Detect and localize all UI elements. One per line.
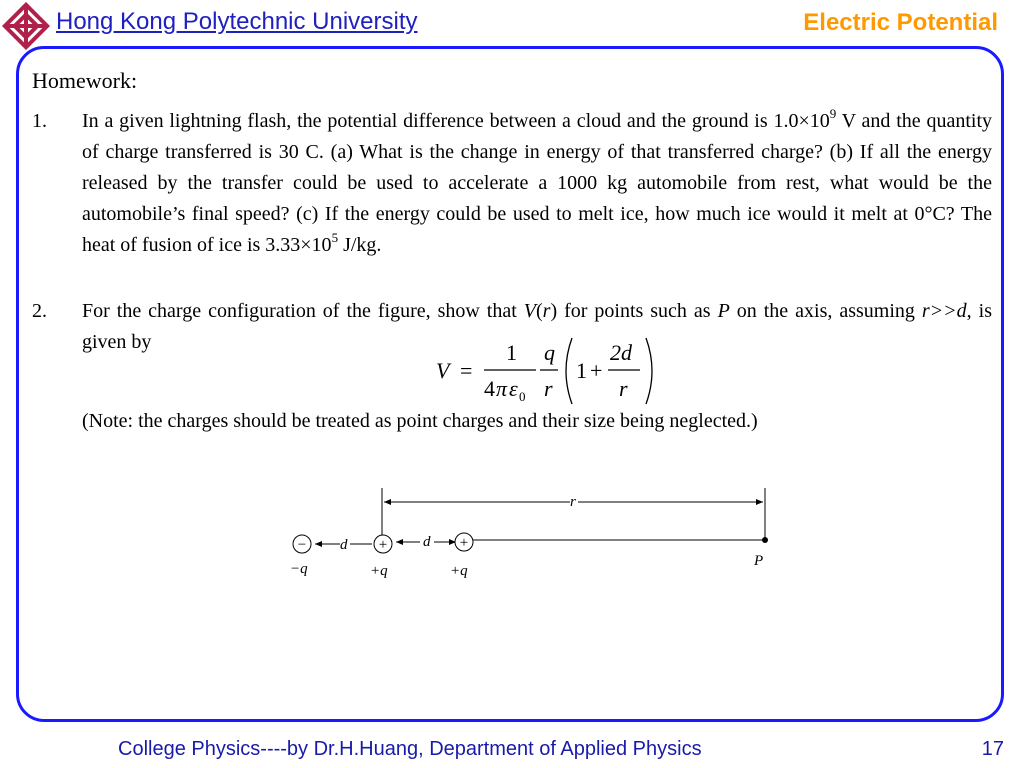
formula-sub0: 0 (519, 389, 526, 404)
formula-inner-one: 1 (576, 358, 587, 383)
text-run: ( (535, 300, 543, 322)
right-paren (646, 338, 652, 404)
formula-epsilon: ε (509, 376, 518, 401)
formula-V: V (436, 358, 450, 383)
problem-text (82, 106, 992, 261)
exponent: 5 (331, 230, 339, 245)
formula-plus: + (590, 358, 603, 383)
left-paren (566, 338, 572, 404)
homework-title: Homework: (32, 68, 138, 93)
point-P (762, 537, 768, 543)
problem-1 (32, 106, 992, 261)
text-run: For the charge configuration of the figure, show that (82, 300, 524, 322)
exponent: 9 (829, 106, 837, 121)
footer-credit: College Physics----by Dr.H.Huang, Department of Applied Physics (118, 738, 702, 760)
note-text: (Note: the charges should be treated as point charges and their size being neglected.) (82, 410, 758, 432)
text-run: , is given by (82, 300, 992, 353)
var-V: V (523, 300, 536, 322)
university-name[interactable]: Hong Kong Polytechnic University (56, 8, 418, 35)
P-label: P (754, 553, 764, 569)
d-label-2: d (423, 534, 431, 550)
text-run: ) (550, 300, 558, 322)
charge-sign: + (459, 535, 469, 551)
text-run: In a given lightning flash, the potential difference between a cloud and the ground is 1.0×10 (82, 110, 830, 132)
problem-number: 1. (32, 110, 47, 132)
formula-equals: = (460, 358, 473, 383)
page-number: 17 (981, 738, 1004, 760)
formula-pi: π (496, 376, 508, 401)
condition: r>>d (921, 300, 967, 322)
r-label: r (570, 494, 576, 510)
charge-label: +q (450, 563, 468, 579)
formula-r: r (544, 376, 553, 401)
formula-four: 4 (484, 376, 495, 401)
formula-q: q (544, 340, 555, 365)
polyu-logo-icon (2, 2, 50, 50)
charge-sign: + (378, 537, 388, 553)
problem-number: 2. (32, 300, 47, 322)
text-run: on the axis, assuming (729, 300, 922, 322)
text-run: V and the quantity of charge transferred is 30 C. (a) What is the change in energy of that transferred charge? (b) If all the energy released by the transfer could be used to accelerate a 1000 kg automobile from rest, what would be the automobile’s final speed? (c) If the energy could be used to melt ice, how much ice would it melt at 0°C? The heat of fusion of ice is 3.33×10 (82, 110, 993, 256)
charge-sign: − (297, 537, 307, 553)
d-label-1: d (340, 537, 348, 553)
text-run: for points such as (557, 300, 718, 322)
charge-configuration-figure (280, 480, 800, 590)
formula-one: 1 (506, 340, 517, 365)
slide-topic: Electric Potential (803, 9, 998, 36)
formula-r2: r (619, 376, 628, 401)
var-r: r (542, 300, 551, 322)
charge-label: −q (290, 561, 308, 577)
text-run: J/kg. (338, 234, 382, 256)
charge-label: +q (370, 563, 388, 579)
potential-formula (420, 332, 680, 410)
formula-2d: 2d (610, 340, 632, 365)
var-P: P (717, 300, 730, 322)
